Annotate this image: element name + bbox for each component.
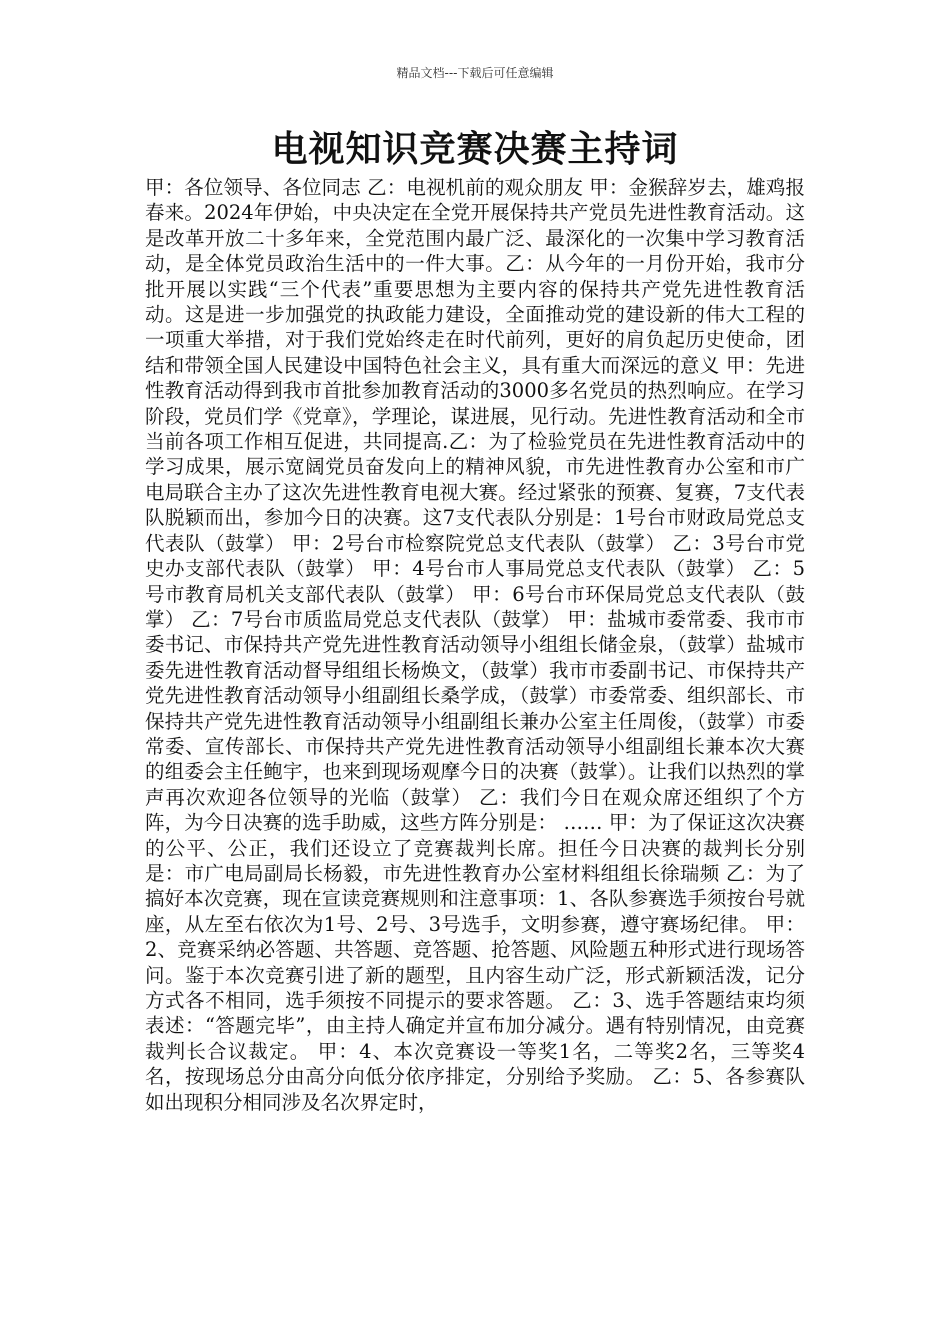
header-note: 精品文档---下载后可任意编辑: [396, 66, 554, 80]
document-body: [145, 175, 805, 1115]
body-paragraph: 甲：各位领导、各位同志 乙：电视机前的观众朋友 甲：金猴辞岁去，雄鸡报春来。2024年伊始，中央决定在全党开展保持共产党员先进性教育活动。这是改革开放二十多年来，全党范围内最广泛、最深化的一次集中学习教育活动，是全体党员政治生活中的一件大事。乙：从今年的一月份开始，我市分批开展以实践“三个代表”重要思想为主要内容的保持共产党先进性教育活动。这是进一步加强党的执政能力建设，全面推动党的建设新的伟大工程的一项重大举措，对于我们党始终走在时代前列，更好的肩负起历史使命，团结和带领全国人民建设中国特色社会主义，具有重大而深远的意义 甲：先进性教育活动得到我市首批参加教育活动的3000多名党员的热烈响应。在学习阶段，党员们学《党章》，学理论，谋进展，见行动。先进性教育活动和全市当前各项工作相互促进，共同提高.乙：为了检验党员在先进性教育活动中的学习成果，展示宽阔党员奋发向上的精神风貌，市先进性教育办公室和市广电局联合主办了这次先进性教育电视大赛。经过紧张的预赛、复赛，7支代表队脱颖而出，参加今日的决赛。这7支代表队分别是：1号台市财政局党总支代表队（鼓掌） 甲：2号台市检察院党总支代表队（鼓掌） 乙：3号台市党史办支部代表队（鼓掌） 甲：4号台市人事局党总支代表队（鼓掌） 乙：5号市教育局机关支部代表队（鼓掌） 甲：6号台市环保局党总支代表队（鼓掌） 乙：7号台市质监局党总支代表队（鼓掌） 甲：盐城市委常委、我市市委书记、市保持共产党先进性教育活动领导小组组长储金泉，（鼓掌）盐城市委先进性教育活动督导组组长杨焕文，（鼓掌）我市市委副书记、市保持共产党先进性教育活动领导小组副组长桑学成，（鼓掌）市委常委、组织部长、市保持共产党先进性教育活动领导小组副组长兼办公室主任周俊，（鼓掌）市委常委、宣传部长、市保持共产党先进性教育活动领导小组副组长兼本次大赛的组委会主任鲍宇，也来到现场观摩今日的决赛（鼓掌）。让我们以热烈的掌声再次欢迎各位领导的光临（鼓掌） 乙：我们今日在观众席还组织了个方阵，为今日决赛的选手助威，这些方阵分别是： …… 甲：为了保证这次决赛的公平、公正，我们还设立了竞赛裁判长席。担任今日决赛的裁判长分别是：市广电局副局长杨毅，市先进性教育办公室材料组组长徐瑞频 乙：为了搞好本次竞赛，现在宣读竞赛规则和注意事项：1、各队参赛选手须按台号就座，从左至右依次为1号、2号、3号选手，文明参赛，遵守赛场纪律。 甲：2、竞赛采纳必答题、共答题、竞答题、抢答题、风险题五种形式进行现场答问。鉴于本次竞赛引进了新的题型，且内容生动广泛，形式新颖活泼，记分方式各不相同，选手须按不同提示的要求答题。 乙：3、选手答题结束均须表述：“答题完毕”，由主持人确定并宣布加分减分。遇有特别情况，由竞赛裁判长合议裁定。 甲：4、本次竞赛设一等奖1名，二等奖2名，三等奖4名，按现场总分由高分向低分依序排定，分别给予奖励。 乙：5、各参赛队如出现积分相同涉及名次界定时，: [145, 176, 805, 1114]
document-title: 电视知识竞赛决赛主持词: [271, 129, 679, 170]
